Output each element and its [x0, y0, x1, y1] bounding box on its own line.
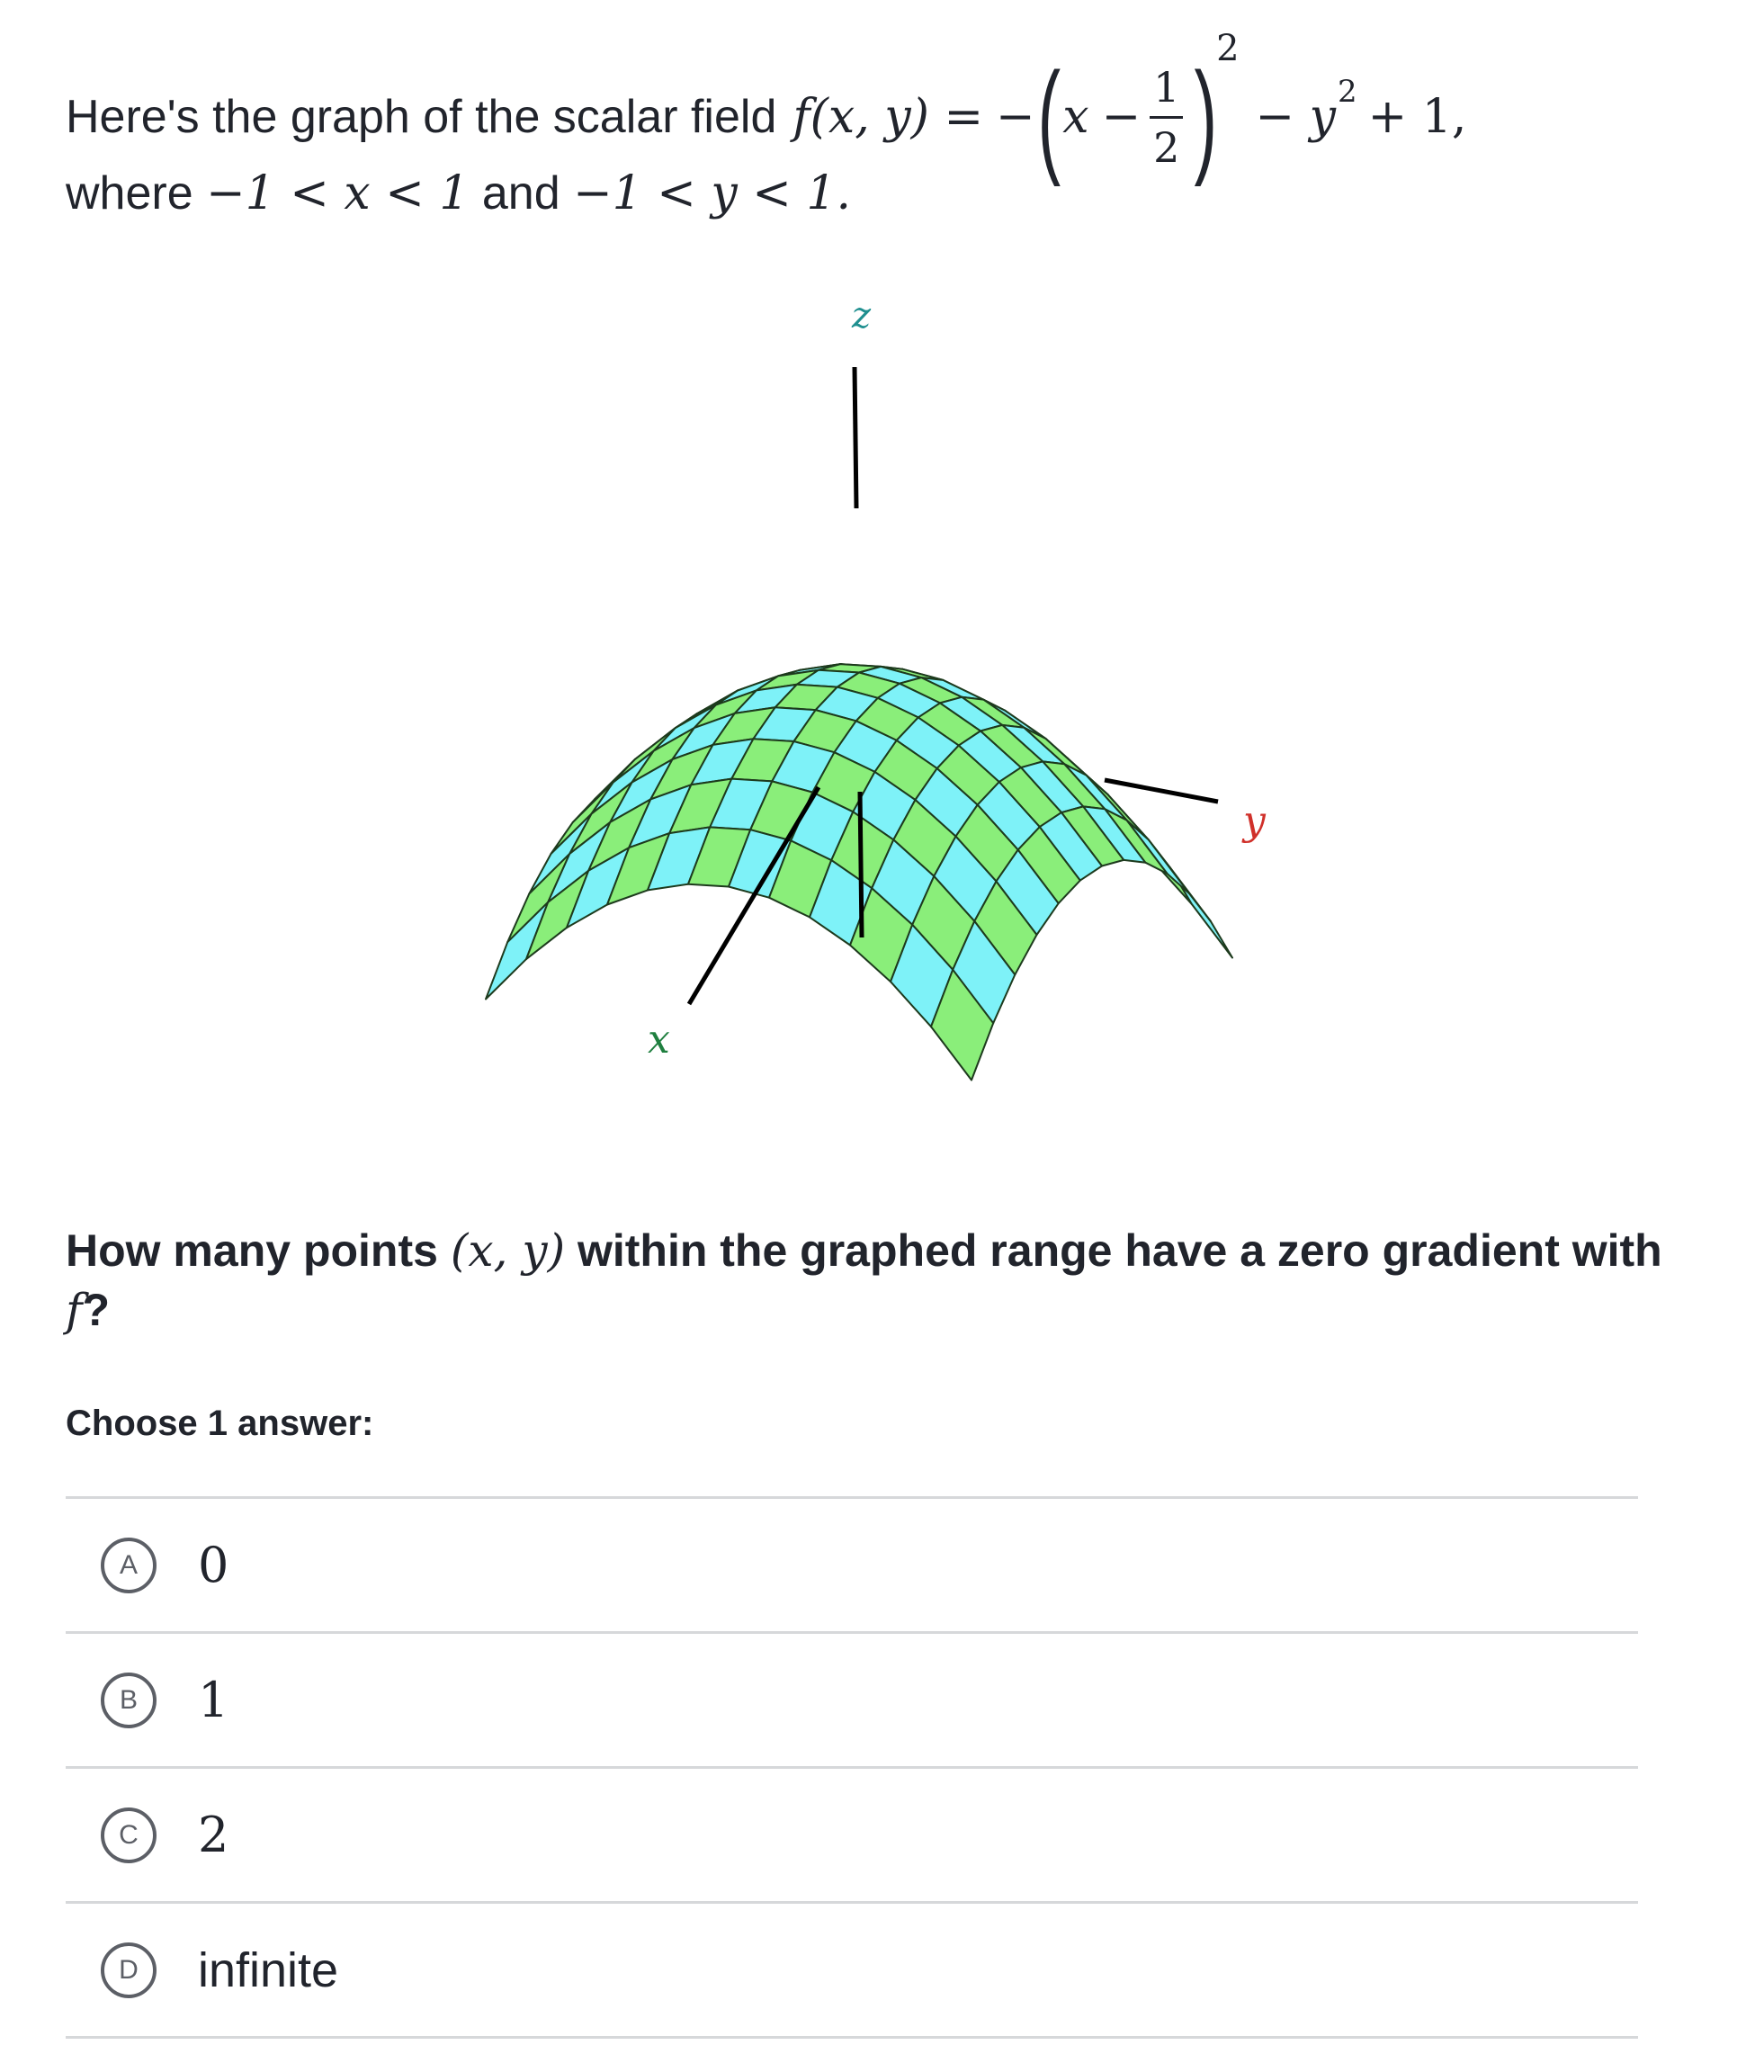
choice-c-text: 2 — [198, 1807, 229, 1863]
domain-statement — [66, 165, 851, 222]
surface-plot-svg — [387, 288, 1331, 1143]
surface-patch — [486, 902, 548, 1000]
minus-sign-2: − — [1101, 90, 1142, 144]
x-variable: x — [1062, 90, 1089, 144]
minus-sign: − — [996, 90, 1035, 144]
z-axis-label: z — [852, 295, 872, 336]
radio-b[interactable]: B — [101, 1673, 157, 1728]
y-exponent: 2 — [1338, 74, 1357, 110]
fraction-one-half — [1150, 62, 1183, 173]
intro-text: Here's the graph of the scalar field — [66, 91, 777, 143]
function-lhs: f(x, y) = — [792, 90, 984, 144]
y-term: − y — [1255, 90, 1336, 144]
and-text: and — [481, 167, 560, 220]
z-axis-line — [855, 367, 856, 508]
question-mark: ? — [82, 1285, 111, 1335]
radio-d[interactable]: D — [101, 1942, 157, 1998]
constant-term: + 1, — [1367, 90, 1467, 144]
left-paren: ( — [1037, 46, 1061, 187]
answer-choices — [66, 1496, 1638, 2039]
choice-d-text: infinite — [198, 1942, 339, 1997]
choice-b-text: 1 — [198, 1672, 229, 1728]
question-start: How many points — [66, 1225, 438, 1276]
choose-label: Choose 1 answer: — [66, 1404, 374, 1443]
question-text — [66, 1221, 1703, 1340]
fraction-numerator: 1 — [1150, 62, 1183, 119]
choice-a-text: 0 — [198, 1537, 229, 1593]
choice-b[interactable] — [66, 1631, 1638, 1766]
y-axis-line — [1105, 780, 1218, 802]
choice-c[interactable] — [66, 1766, 1638, 1901]
function-definition — [66, 28, 1467, 187]
function-symbol: f — [66, 1284, 83, 1336]
radio-a[interactable]: A — [101, 1538, 157, 1593]
point-expression: (x, y) — [450, 1224, 566, 1277]
fraction-denominator: 2 — [1153, 122, 1180, 172]
where-text: where — [66, 167, 193, 220]
choice-a[interactable] — [66, 1496, 1638, 1631]
choice-d[interactable] — [66, 1901, 1638, 2039]
paren-exponent: 2 — [1216, 28, 1240, 69]
z-axis-line-lower — [860, 792, 862, 937]
right-paren: ) — [1194, 46, 1218, 187]
x-range: −1 < x < 1 — [206, 166, 470, 220]
y-range: −1 < y < 1. — [573, 166, 851, 220]
surface-graph — [387, 288, 1331, 1143]
question-middle: within the graphed range have a zero gradient with — [577, 1225, 1662, 1276]
x-axis-label: x — [648, 1017, 670, 1063]
radio-c[interactable]: C — [101, 1807, 157, 1863]
y-axis-label: y — [1243, 798, 1266, 844]
